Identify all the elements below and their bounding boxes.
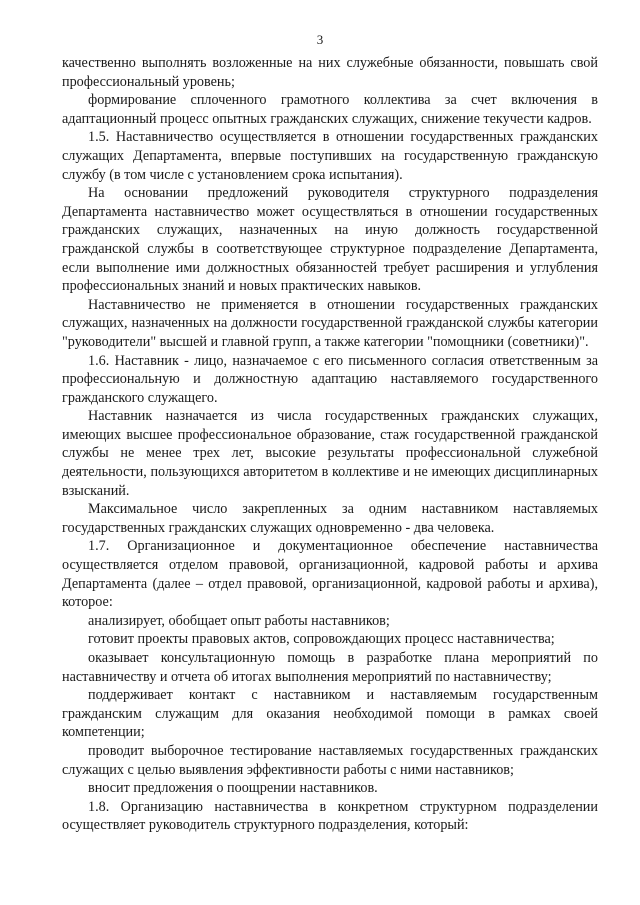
document-body xyxy=(62,54,598,835)
page-number: 3 xyxy=(316,32,324,47)
paragraph: Наставничество не применяется в отношении государственных гражданских служащих, назначенных на должности государственной гражданской службы категории "руководители" высшей и главной групп, а также категории "помощники (советники)". xyxy=(62,296,598,350)
paragraph: вносит предложения о поощрении наставников. xyxy=(88,780,378,797)
paragraph: проводит выборочное тестирование наставляемых государственных гражданских служащих с целью выявления эффективности работы с ними наставников; xyxy=(62,742,598,778)
paragraph: анализирует, обобщает опыт работы наставников; xyxy=(88,612,390,629)
paragraph: формирование сплоченного грамотного коллектива за счет включения в адаптационный процесс опытных гражданских служащих, снижение текучести кадров. xyxy=(62,92,598,127)
paragraph: оказывает консультационную помощь в разработке плана мероприятий по наставничеству и отчета об итогах выполнения мероприятий по наставничеству; xyxy=(62,650,598,685)
paragraph: поддерживает контакт с наставником и наставляемым государственным гражданским служащим для оказания необходимой помощи в рамках своей компетенции; xyxy=(62,687,598,741)
paragraph: 1.5. Наставничество осуществляется в отношении государственных гражданских служащих Департамента, впервые поступивших на государственную гражданскую службу (в том числе с установлением срока испытания). xyxy=(62,129,598,183)
paragraph: качественно выполнять возложенные на них служебные обязанности, повышать свой профессиональный уровень; xyxy=(62,55,598,90)
paragraph: готовит проекты правовых актов, сопровождающих процесс наставничества; xyxy=(88,631,555,648)
paragraph: Наставник назначается из числа государственных гражданских служащих, имеющих высшее профессиональное образование, стаж государственной гражданской службы не менее трех лет, высокие результаты профессиональной служебной деятельности, пользующихся авторитетом в коллективе и не имеющих дисциплинарных взысканий. xyxy=(62,408,598,499)
paragraph: 1.7. Организационное и документационное обеспечение наставничества осуществляется отделом правовой, организационной, кадровой работы и архива Департамента (далее – отдел правовой, организационной, кадровой работы и архива), которое: xyxy=(62,538,598,611)
paragraph: 1.8. Организацию наставничества в конкретном структурном подразделении осуществляет руководитель структурного подразделения, который: xyxy=(62,798,598,834)
paragraph: Максимальное число закрепленных за одним наставником наставляемых государственных гражданских служащих одновременно - два человека. xyxy=(62,501,598,536)
paragraph: 1.6. Наставник - лицо, назначаемое с его письменного согласия ответственным за профессиональную и должностную адаптацию наставляемого государственного гражданского служащего. xyxy=(62,352,598,406)
paragraph: На основании предложений руководителя структурного подразделения Департамента наставничество может осуществляться в отношении государственных гражданских служащих, назначенных на иную должность государственной гражданской службы в соответствующее структурное подразделение Департамента, если выполнение ими должностных обязанностей требует расширения и углубления профессиональных знаний и новых практических навыков. xyxy=(62,185,598,295)
